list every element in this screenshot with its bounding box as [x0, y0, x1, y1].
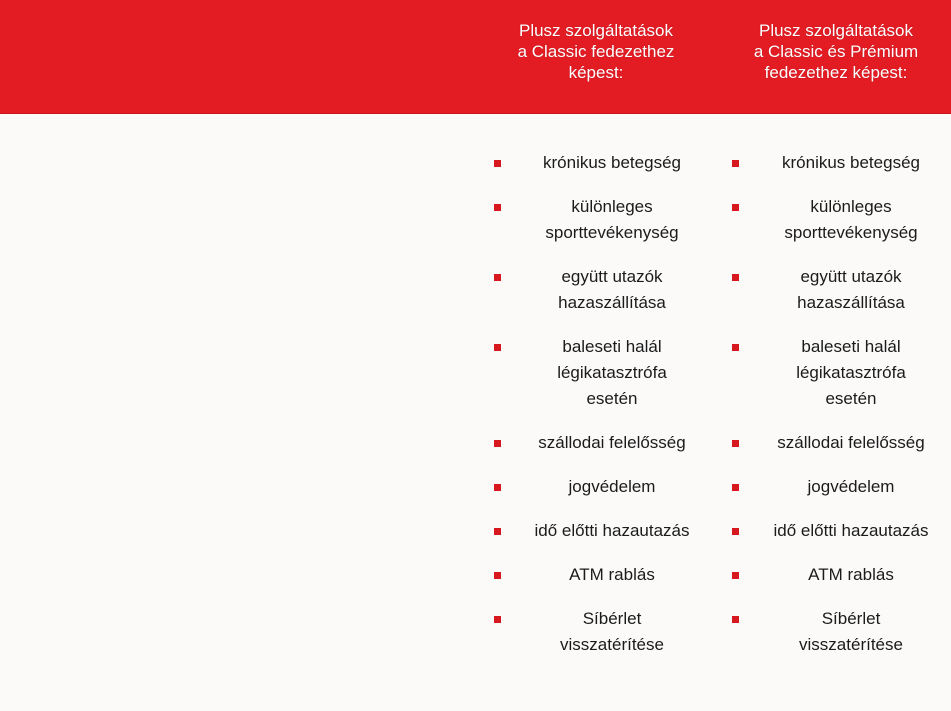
square-bullet-icon	[494, 484, 501, 491]
list-item	[488, 602, 708, 667]
list-item	[726, 558, 948, 597]
list-item	[488, 146, 708, 185]
header-band	[0, 0, 951, 114]
square-bullet-icon	[494, 440, 501, 447]
feature-label: baleseti halál légikatasztrófa esetén	[796, 337, 906, 408]
feature-label: szállodai felelősség	[777, 433, 925, 452]
list-item	[488, 514, 708, 553]
square-bullet-icon	[494, 160, 501, 167]
feature-label: együtt utazók hazaszállítása	[797, 267, 905, 312]
square-bullet-icon	[494, 344, 501, 351]
feature-label: Síbérlet visszatérítése	[799, 609, 903, 654]
square-bullet-icon	[494, 528, 501, 535]
list-item	[488, 470, 708, 509]
feature-label: idő előtti hazautazás	[534, 521, 690, 540]
feature-label: különleges sporttevékenység	[545, 197, 679, 242]
feature-label: krónikus betegség	[543, 153, 681, 172]
square-bullet-icon	[732, 160, 739, 167]
feature-label: baleseti halál légikatasztrófa esetén	[557, 337, 667, 408]
square-bullet-icon	[732, 204, 739, 211]
feature-label: ATM rablás	[808, 565, 894, 584]
list-item	[488, 330, 708, 421]
square-bullet-icon	[732, 528, 739, 535]
square-bullet-icon	[494, 616, 501, 623]
feature-label: különleges sporttevékenység	[784, 197, 918, 242]
list-item	[726, 260, 948, 325]
feature-label: ATM rablás	[569, 565, 655, 584]
list-item	[488, 190, 708, 255]
list-item	[488, 426, 708, 465]
list-item	[726, 426, 948, 465]
feature-label: szállodai felelősség	[538, 433, 686, 452]
square-bullet-icon	[732, 616, 739, 623]
feature-label: együtt utazók hazaszállítása	[558, 267, 666, 312]
list-item	[726, 514, 948, 553]
list-item	[726, 190, 948, 255]
feature-label: jogvédelem	[568, 477, 656, 496]
square-bullet-icon	[494, 274, 501, 281]
list-item	[726, 470, 948, 509]
list-item	[726, 330, 948, 421]
square-bullet-icon	[732, 440, 739, 447]
square-bullet-icon	[732, 484, 739, 491]
list-item	[488, 260, 708, 325]
feature-list-classic-premium-plus	[726, 146, 948, 672]
square-bullet-icon	[732, 344, 739, 351]
list-item	[488, 558, 708, 597]
column-header-classic-plus: Plusz szolgáltatások a Classic fedezethez képest:	[517, 21, 675, 82]
square-bullet-icon	[732, 274, 739, 281]
feature-label: krónikus betegség	[782, 153, 920, 172]
column-header-classic-premium-plus: Plusz szolgáltatások a Classic és Prémium fedezethez képest:	[753, 21, 919, 82]
square-bullet-icon	[494, 572, 501, 579]
feature-label: idő előtti hazautazás	[773, 521, 929, 540]
feature-label: Síbérlet visszatérítése	[560, 609, 664, 654]
list-item	[726, 146, 948, 185]
feature-list-classic-plus	[488, 146, 708, 672]
square-bullet-icon	[732, 572, 739, 579]
feature-label: jogvédelem	[807, 477, 895, 496]
square-bullet-icon	[494, 204, 501, 211]
list-item	[726, 602, 948, 667]
